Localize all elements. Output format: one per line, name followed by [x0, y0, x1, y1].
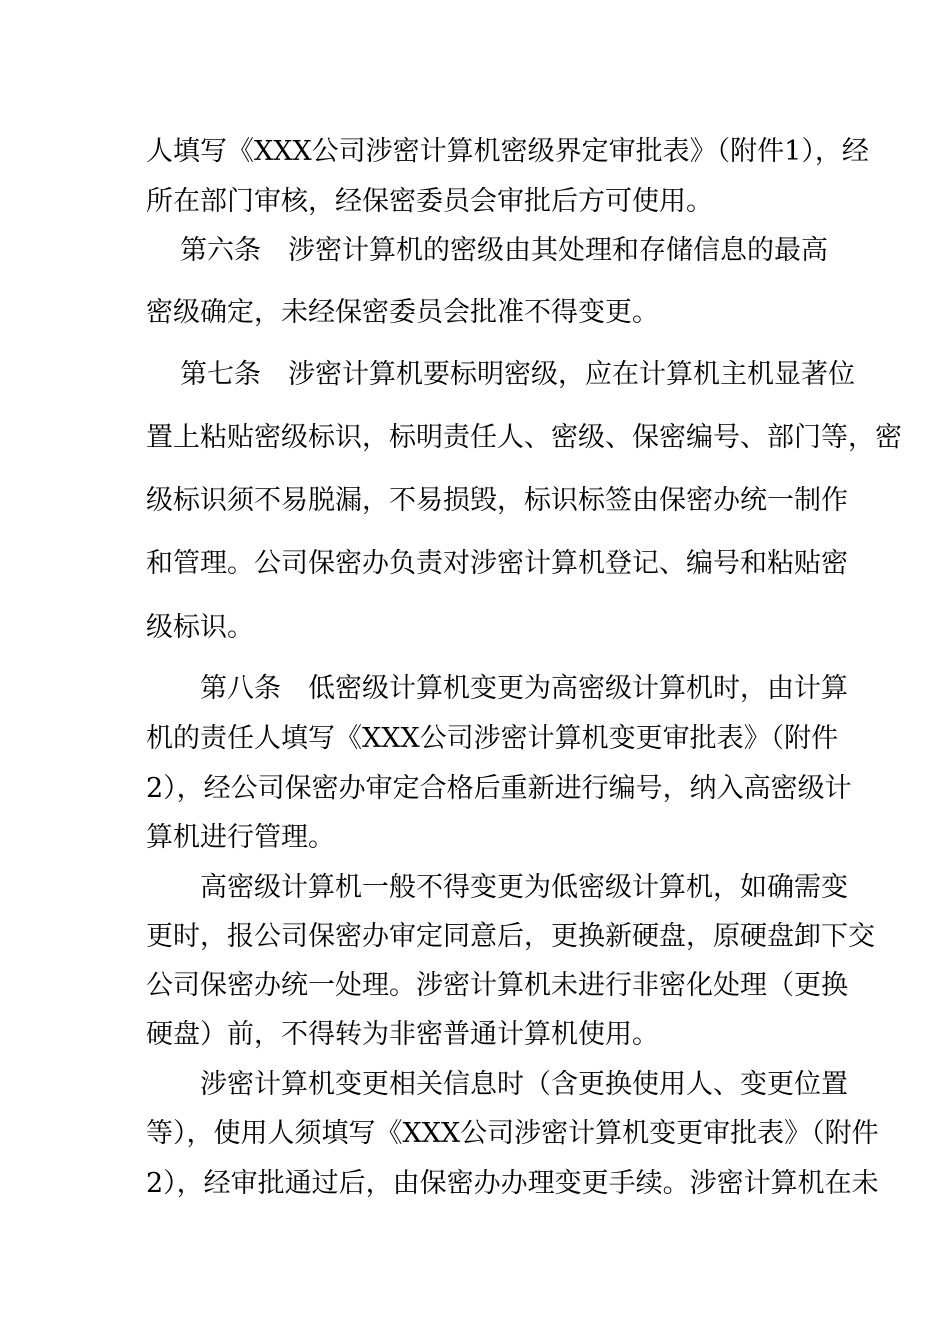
- paragraph-line-1: 人填写《XXX公司涉密计算机密级界定审批表》（附件1），经: [146, 136, 869, 167]
- article-8-line-3: 2），经公司保密办审定合格后重新进行编号，纳入高密级计: [146, 773, 852, 804]
- paragraph-change-info-line-3: 2），经审批通过后，由保密办办理变更手续。涉密计算机在未: [146, 1168, 879, 1199]
- paragraph-high-level-line-4: 硬盘）前，不得转为非密普通计算机使用。: [146, 1019, 659, 1050]
- article-7-line-3: 级标识须不易脱漏，不易损毁，标识标签由保密办统一制作: [146, 485, 848, 516]
- paragraph-high-level-line-2: 更时，报公司保密办审定同意后，更换新硬盘，原硬盘卸下交: [146, 921, 875, 952]
- paragraph-high-level-line-1: 高密级计算机一般不得变更为低密级计算机，如确需变: [200, 872, 848, 903]
- article-8-line-1: 第八条 低密级计算机变更为高密级计算机时，由计算: [200, 673, 848, 704]
- paragraph-change-info-line-2: 等），使用人须填写《XXX公司涉密计算机变更审批表》（附件: [146, 1118, 879, 1149]
- article-8-line-4: 算机进行管理。: [146, 822, 335, 853]
- paragraph-change-info-line-1: 涉密计算机变更相关信息时（含更换使用人、变更位置: [200, 1069, 848, 1100]
- article-6-line-2: 密级确定，未经保密委员会批准不得变更。: [146, 297, 659, 328]
- article-7-line-1: 第七条 涉密计算机要标明密级，应在计算机主机显著位: [180, 359, 855, 390]
- article-8-line-2: 机的责任人填写《XXX公司涉密计算机变更审批表》（附件: [146, 723, 839, 754]
- paragraph-line-2: 所在部门审核，经保密委员会审批后方可使用。: [146, 186, 713, 217]
- paragraph-high-level-line-3: 公司保密办统一处理。涉密计算机未进行非密化处理（更换: [146, 970, 848, 1001]
- article-7-line-2: 置上粘贴密级标识，标明责任人、密级、保密编号、部门等，密: [146, 422, 902, 453]
- article-7-line-5: 级标识。: [146, 612, 254, 643]
- article-6-line-1: 第六条 涉密计算机的密级由其处理和存储信息的最高: [180, 235, 828, 266]
- article-7-line-4: 和管理。公司保密办负责对涉密计算机登记、编号和粘贴密: [146, 548, 848, 579]
